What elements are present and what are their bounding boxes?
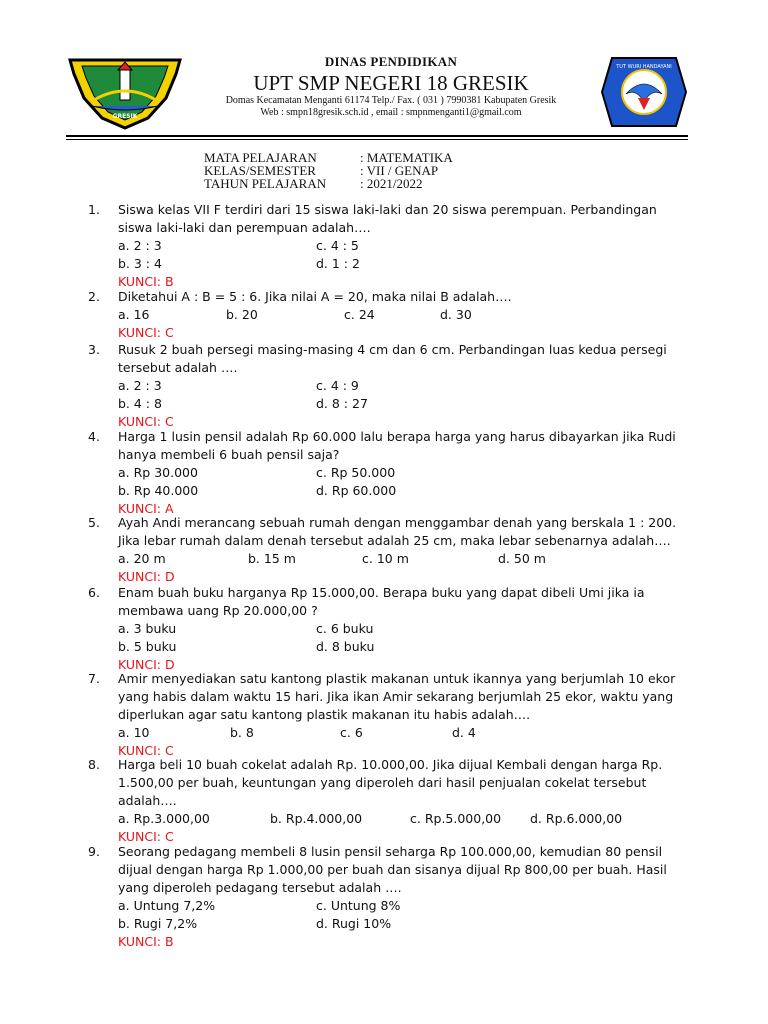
question-4 [88, 428, 688, 518]
option-row [118, 550, 688, 568]
school-name: UPT SMP NEGERI 18 GRESIK [253, 71, 529, 95]
question-9 [88, 843, 688, 951]
question-text: Diketahui A : B = 5 : 6. Jika nilai A = 20, maka nilai B adalah…. [118, 289, 512, 304]
option-a: a. 10 [118, 725, 150, 740]
gresik-regency-logo-icon [66, 52, 184, 130]
school-address: Domas Kecamatan Menganti 61174 Telp./ Fax. ( 031 ) 7990381 Kabupaten Gresik [225, 95, 557, 106]
answer-key: KUNCI: C [118, 743, 174, 758]
option-row [118, 255, 688, 273]
option-c: c. 6 buku [316, 621, 374, 636]
question-number: 5. [88, 515, 100, 530]
tut-wuri-handayani-logo-icon [600, 54, 688, 130]
question-text: Harga beli 10 buah cokelat adalah Rp. 10.000,00. Jika dijual Kembali dengan harga Rp. 1.500,00 per buah, keuntungan yang diperoleh dari hasil penjualan cokelat tersebut adalah…. [118, 757, 663, 808]
option-d: d. 8 buku [316, 639, 375, 654]
option-d: d. 30 [440, 307, 472, 322]
question-number: 7. [88, 671, 100, 686]
question-text: Ayah Andi merancang sebuah rumah dengan menggambar denah yang berskala 1 : 200. Jika lebar rumah dalam denah tersebut adalah 25 cm, maka lebar sebenarnya adalah…. [118, 515, 677, 548]
answer-key: KUNCI: C [118, 414, 174, 429]
option-b: b. 20 [226, 307, 258, 322]
answer-key: KUNCI: B [118, 934, 174, 949]
option-row [118, 638, 688, 656]
letterhead-text [186, 54, 596, 119]
answer-key: KUNCI: C [118, 829, 174, 844]
header-rule-thick [66, 135, 688, 137]
info-value: : MATEMATIKA [360, 150, 453, 165]
option-c: c. 4 : 9 [316, 378, 359, 393]
answer-key: KUNCI: C [118, 325, 174, 340]
option-d: d. 1 : 2 [316, 256, 360, 271]
question-3 [88, 341, 688, 431]
info-label: TAHUN PELAJARAN [204, 176, 327, 191]
question-text: Amir menyediakan satu kantong plastik makanan untuk ikannya yang berjumlah 10 ekor yang habis dalam waktu 15 hari. Jika ikan Amir sekarang berjumlah 25 ekor, waktu yang diperlukan agar satu kantong plastik makanan itu habis adalah…. [118, 671, 676, 722]
logo-left-caption: GRESIK [112, 113, 138, 120]
option-row [118, 306, 688, 324]
answer-key: KUNCI: A [118, 501, 174, 516]
option-a: a. Untung 7,2% [118, 898, 216, 913]
option-row [118, 620, 688, 638]
option-d: d. Rp 60.000 [316, 483, 397, 498]
question-text: Harga 1 lusin pensil adalah Rp 60.000 lalu berapa harga yang harus dibayarkan jika Rudi hanya membeli 6 buah pensil saja? [118, 429, 676, 462]
option-row [118, 482, 688, 500]
question-number: 2. [88, 289, 100, 304]
option-a: a. 20 m [118, 551, 166, 566]
option-b: b. 4 : 8 [118, 396, 162, 411]
option-b: b. 3 : 4 [118, 256, 162, 271]
info-label: MATA PELAJARAN [204, 150, 317, 165]
option-d: d. Rp.6.000,00 [530, 811, 623, 826]
option-row [118, 395, 688, 413]
info-row [204, 177, 453, 190]
option-c: c. 24 [344, 307, 375, 322]
option-a: a. Rp 30.000 [118, 465, 198, 480]
option-c: c. Rp 50.000 [316, 465, 396, 480]
option-row [118, 237, 688, 255]
question-text: Seorang pedagang membeli 8 lusin pensil seharga Rp 100.000,00, kemudian 80 pensil dijual dengan harga Rp 1.000,00 per buah dan sisanya dijual Rp 800,00 per buah. Hasil yang diperoleh pedagang tersebut adalah …. [118, 844, 667, 895]
question-number: 6. [88, 585, 100, 600]
option-c: c. 4 : 5 [316, 238, 359, 253]
option-d: d. 8 : 27 [316, 396, 368, 411]
answer-key: KUNCI: D [118, 657, 175, 672]
option-b: b. 5 buku [118, 639, 177, 654]
option-a: a. Rp.3.000,00 [118, 811, 210, 826]
option-a: a. 2 : 3 [118, 378, 162, 393]
option-c: c. Untung 8% [316, 898, 401, 913]
question-text: Enam buah buku harganya Rp 15.000,00. Berapa buku yang dapat dibeli Umi jika ia membawa uang Rp 20.000,00 ? [118, 585, 645, 618]
info-label: KELAS/SEMESTER [204, 163, 316, 178]
option-b: b. Rp.4.000,00 [270, 811, 363, 826]
option-row [118, 724, 688, 742]
option-d: d. 4 [452, 725, 476, 740]
option-c: c. 6 [340, 725, 363, 740]
question-number: 9. [88, 844, 100, 859]
option-d: d. 50 m [498, 551, 546, 566]
option-row [118, 464, 688, 482]
question-8 [88, 756, 688, 846]
option-row [118, 810, 688, 828]
question-number: 1. [88, 202, 100, 217]
option-row [118, 915, 688, 933]
option-b: b. 15 m [248, 551, 296, 566]
option-a: a. 2 : 3 [118, 238, 162, 253]
option-row [118, 897, 688, 915]
option-a: a. 16 [118, 307, 150, 322]
answer-key: KUNCI: D [118, 569, 175, 584]
option-b: b. Rugi 7,2% [118, 916, 198, 931]
info-value: : VII / GENAP [360, 163, 439, 178]
letterhead [66, 52, 688, 132]
option-b: b. Rp 40.000 [118, 483, 199, 498]
question-text: Rusuk 2 buah persegi masing-masing 4 cm dan 6 cm. Perbandingan luas kedua persegi tersebut adalah …. [118, 342, 667, 375]
option-c: c. Rp.5.000,00 [410, 811, 502, 826]
option-row [118, 377, 688, 395]
question-7 [88, 670, 688, 760]
agency-name: DINAS PENDIDIKAN [324, 54, 458, 69]
option-d: d. Rugi 10% [316, 916, 392, 931]
question-number: 8. [88, 757, 100, 772]
question-6 [88, 584, 688, 674]
logo-right-caption: TUT WURI HANDAYANI [616, 64, 672, 70]
option-a: a. 3 buku [118, 621, 177, 636]
answer-key: KUNCI: B [118, 274, 174, 289]
option-c: c. 10 m [362, 551, 409, 566]
question-5 [88, 514, 688, 586]
question-1 [88, 201, 688, 291]
question-number: 3. [88, 342, 100, 357]
exam-info [204, 151, 453, 190]
info-value: : 2021/2022 [360, 176, 423, 191]
question-number: 4. [88, 429, 100, 444]
question-2 [88, 288, 688, 342]
question-text: Siswa kelas VII F terdiri dari 15 siswa laki-laki dan 20 siswa perempuan. Perbandingan siswa laki-laki dan perempuan adalah…. [118, 202, 657, 235]
option-b: b. 8 [230, 725, 254, 740]
header-rule-thin [66, 139, 688, 140]
school-web-email: Web : smpn18gresik.sch.id , email : smpnmenganti1@gmail.com [260, 107, 522, 118]
